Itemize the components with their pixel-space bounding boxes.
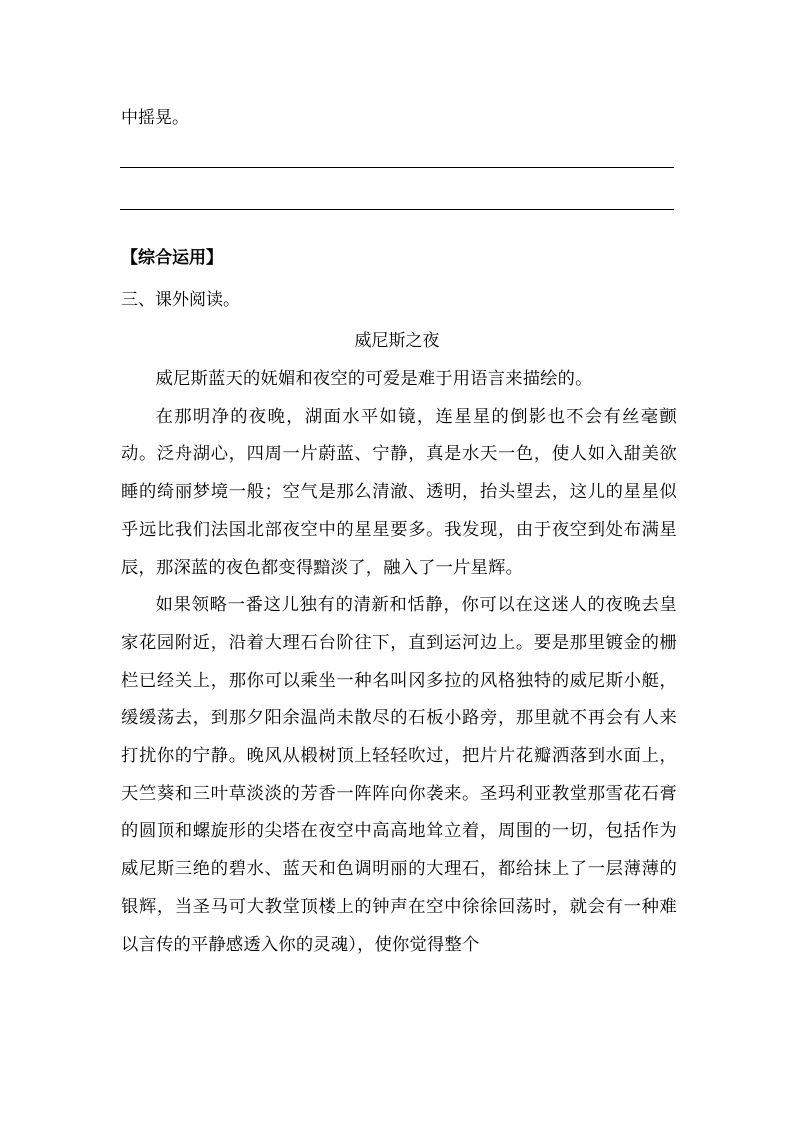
fragment-text: 中摇晃。 <box>121 108 189 128</box>
paragraph-1: 威尼斯蓝天的妩媚和夜空的可爱是难于用语言来描绘的。 <box>155 369 593 389</box>
paragraph-2: 在那明净的夜晚，湖面水平如镜，连星星的倒影也不会有丝毫颤动。泛舟湖心，四周一片蔚蓝、宁静，真是水天一色，使人如入甜美欲睡的绮丽梦境一般；空气是那么清澈、透明，抬头望去，这儿的星星似乎远比我们法国北部夜空中的星星要多。我发现，由于夜空到处布满星辰，那深蓝的夜色都变得黯淡了，融入了一片星辉。 <box>121 406 677 578</box>
section-heading: 【综合运用】 <box>121 248 223 268</box>
answer-line-2 <box>120 209 674 210</box>
passage-title: 威尼斯之夜 <box>354 331 440 351</box>
question-label: 三、课外阅读。 <box>121 290 240 310</box>
paragraph-3: 如果领略一番这儿独有的清新和恬静，你可以在这迷人的夜晚去皇家花园附近，沿着大理石台阶往下，直到运河边上。要是那里镀金的栅栏已经关上，那你可以乘坐一种名叫冈多拉的风格独特的威尼斯小艇，缓缓荡去，到那夕阳余温尚未散尽的石板小路旁，那里就不再会有人来打扰你的宁静。晚风从椴树顶上轻轻吹过，把片片花瓣洒落到水面上，天竺葵和三叶草淡淡的芳香一阵阵向你袭来。圣玛利亚教堂那雪花石膏的圆顶和螺旋形的尖塔在夜空中高高地耸立着，周围的一切，包括作为威尼斯三绝的碧水、蓝天和色调明丽的大理石，都给抹上了一层薄薄的银辉，当圣马可大教堂顶楼上的钟声在空中徐徐回荡时，就会有一种难以言传的平静感透入你的灵魂），使你觉得整个 <box>121 595 677 955</box>
answer-line-1 <box>120 167 674 168</box>
passage-body <box>121 361 677 964</box>
